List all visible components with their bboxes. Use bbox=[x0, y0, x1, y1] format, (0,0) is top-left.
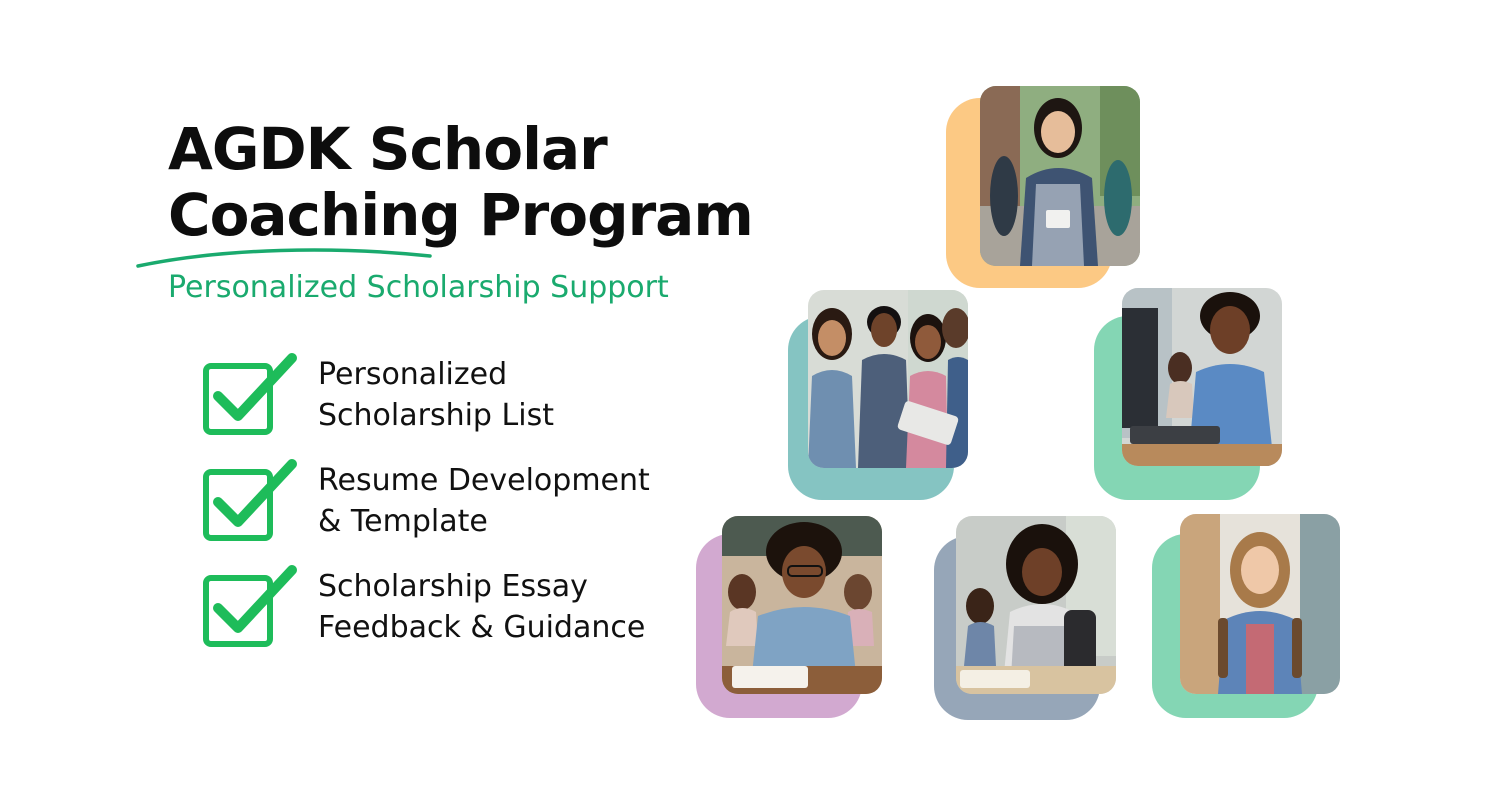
subtitle: Personalized Scholarship Support bbox=[168, 270, 669, 305]
title-line-2: Coaching Program bbox=[168, 181, 753, 249]
student-photo-girl-campus bbox=[980, 86, 1140, 266]
student-photo-girl-classroom bbox=[956, 516, 1116, 694]
feature-line-2: Feedback & Guidance bbox=[318, 610, 646, 645]
feature-line-1: Personalized bbox=[318, 357, 508, 392]
student-photo-girl-hallway bbox=[1180, 514, 1340, 694]
feature-line-2: Scholarship List bbox=[318, 398, 554, 433]
student-photo-boy-computer bbox=[1122, 288, 1282, 466]
title-line-1: AGDK Scholar bbox=[168, 115, 607, 183]
feature-line-1: Resume Development bbox=[318, 463, 650, 498]
feature-line-2: & Template bbox=[318, 504, 488, 539]
feature-line-1: Scholarship Essay bbox=[318, 569, 588, 604]
student-photo-boy-writing bbox=[722, 516, 882, 694]
student-photo-group-hallway bbox=[808, 290, 968, 468]
